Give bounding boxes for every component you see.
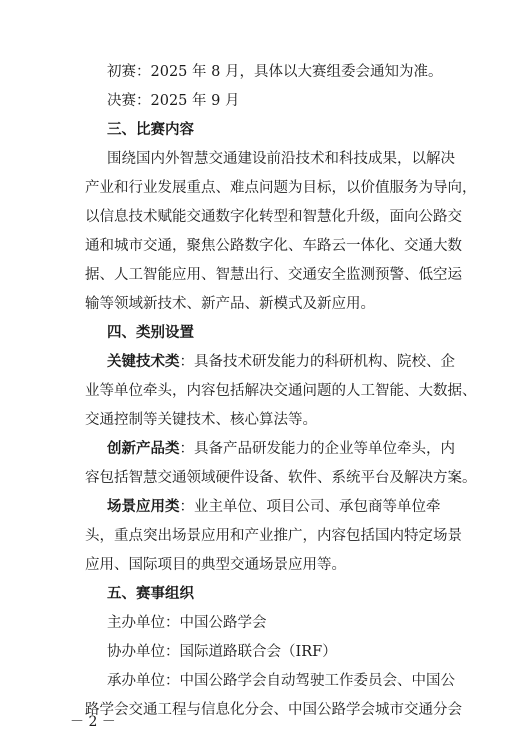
paragraph-line: 容包括智慧交通领域硬件设备、软件、系统平台及解决方案。 bbox=[85, 470, 477, 486]
paragraph-line: 产业和行业发展重点、难点问题为目标，以价值服务为导向， bbox=[85, 180, 477, 196]
section-heading-3: 三、比赛内容 bbox=[107, 122, 194, 138]
paragraph-line: 应用、国际项目的典型交通场景应用等。 bbox=[85, 557, 346, 573]
paragraph-line: 据、人工智能应用、智慧出行、交通安全监测预警、低空运 bbox=[85, 267, 462, 283]
paragraph-line: 头，重点突出场景应用和产业推广，内容包括国内特定场景 bbox=[85, 528, 462, 544]
paragraph-line: 业等单位牵头，内容包括解决交通问题的人工智能、大数据、 bbox=[85, 383, 477, 399]
category-text: ：业主单位、项目公司、承包商等单位牵 bbox=[179, 499, 441, 515]
co-organizer-line: 协办单位：国际道路联合会（IRF） bbox=[107, 644, 337, 660]
paragraph-line: 交通控制等关键技术、核心算法等。 bbox=[85, 412, 317, 428]
category-text: ：具备产品研发能力的企业等单位牵头，内 bbox=[179, 441, 455, 457]
category-innovation-line bbox=[107, 439, 455, 459]
final-date-line: 决赛：2025 年 9 月 bbox=[107, 93, 240, 109]
paragraph-line: 通和城市交通，聚焦公路数字化、车路云一体化、交通大数 bbox=[85, 238, 462, 254]
category-label: 关键技术类 bbox=[107, 354, 180, 370]
preliminary-date-line: 初赛：2025 年 8 月，具体以大赛组委会通知为准。 bbox=[107, 64, 443, 80]
category-label: 创新产品类 bbox=[107, 441, 180, 457]
host-organizer-line: 承办单位：中国公路学会自动驾驶工作委员会、中国公 bbox=[107, 673, 455, 689]
section-heading-5: 五、赛事组织 bbox=[107, 586, 194, 602]
organizer-line: 主办单位：中国公路学会 bbox=[107, 615, 267, 631]
section-heading-4: 四、类别设置 bbox=[107, 325, 194, 341]
paragraph-line: 以信息技术赋能交通数字化转型和智慧化升级，面向公路交 bbox=[85, 209, 462, 225]
category-label: 场景应用类 bbox=[107, 499, 180, 515]
category-scenario-line bbox=[107, 497, 441, 517]
category-text: ：具备技术研发能力的科研机构、院校、企 bbox=[179, 354, 455, 370]
paragraph-line: 输等领域新技术、新产品、新模式及新应用。 bbox=[85, 296, 375, 312]
paragraph-line: 围绕国内外智慧交通建设前沿技术和科技成果，以解决 bbox=[107, 151, 455, 167]
category-key-tech-line bbox=[107, 352, 455, 372]
page-number: － 2 － bbox=[70, 714, 116, 730]
paragraph-line: 路学会交通工程与信息化分会、中国公路学会城市交通分会 bbox=[85, 702, 462, 718]
